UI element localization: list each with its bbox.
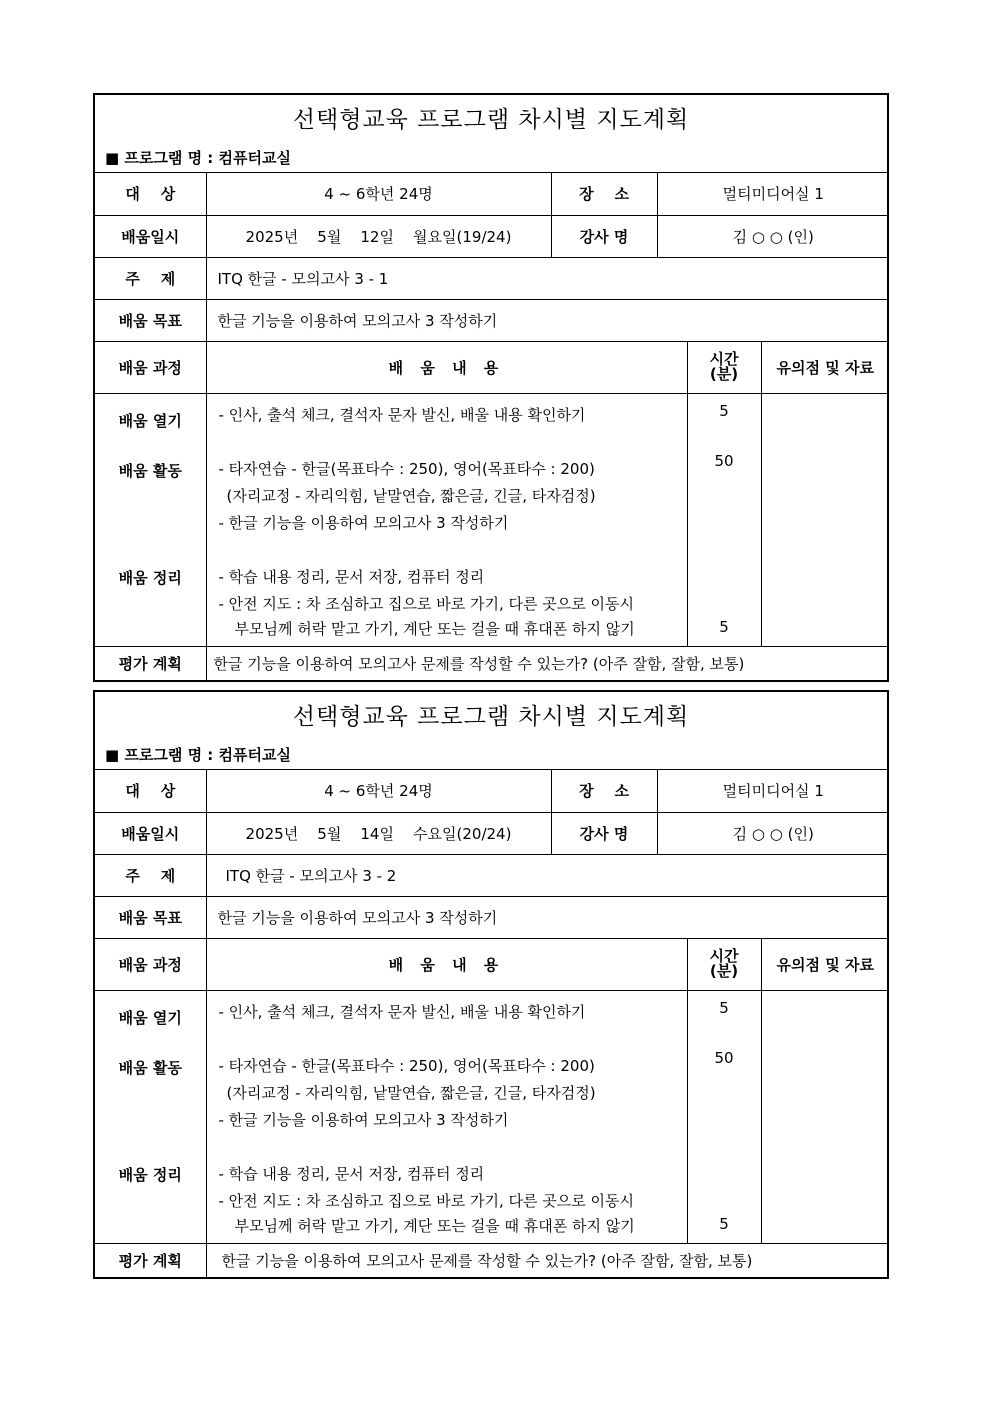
content-line: - 타자연습 - 한글(목표타수 : 250), 영어(목표타수 : 200) [218,459,595,478]
content-line: 부모님께 허락 맡고 가기, 계단 또는 걸을 때 휴대폰 하지 않기 [234,619,635,638]
stage-close: 배움 정리 [118,568,182,587]
program-name: ■ 프로그램 명 : 컴퓨터교실 [105,149,291,167]
time-header-line2: (분) [709,962,739,980]
stage-open: 배움 열기 [118,1008,182,1027]
lesson-plan-2 [93,690,889,1279]
content-line: 부모님께 허락 맡고 가기, 계단 또는 걸을 때 휴대폰 하지 않기 [234,1216,635,1235]
plan-table [95,173,889,680]
time-header [687,341,761,393]
program-name: ■ 프로그램 명 : 컴퓨터교실 [105,746,291,764]
time-close: 5 [719,617,729,636]
teacher-value: 김 ○ ○ (인) [657,812,889,854]
time-activity: 50 [714,1048,734,1067]
stage-close: 배움 정리 [118,1165,182,1184]
stage-activity: 배움 활동 [118,1058,182,1077]
time-header-line1: 시간 [709,947,739,965]
date-label: 배움일시 [95,215,206,257]
topic-value: ITQ 한글 - 모의고사 3 - 1 [206,257,889,299]
teacher-label: 강사 명 [551,215,657,257]
target-label: 대 상 [95,173,206,215]
content-line: - 인사, 출석 체크, 결석자 문자 발신, 배울 내용 확인하기 [218,1002,586,1021]
goal-label: 배움 목표 [95,896,206,938]
place-label: 장 소 [551,173,657,215]
plan-header [95,95,887,173]
content-line: (자리교정 - 자리익힘, 낱말연습, 짧은글, 긴글, 타자검정) [226,486,596,505]
stage-cell [95,990,206,1243]
notes-cell [761,393,889,646]
target-value: 4 ~ 6학년 24명 [206,770,551,812]
content-line: - 안전 지도 : 차 조심하고 집으로 바로 가기, 다른 곳으로 이동시 [218,1191,634,1210]
target-label: 대 상 [95,770,206,812]
time-open: 5 [719,401,729,420]
content-cell [206,990,687,1243]
time-header-line2: (분) [709,365,739,383]
notes-header: 유의점 및 자료 [761,938,889,990]
place-value: 멀티미디어실 1 [657,770,889,812]
process-header: 배움 과정 [95,341,206,393]
time-header-line1: 시간 [709,350,739,368]
place-label: 장 소 [551,770,657,812]
content-line: - 인사, 출석 체크, 결석자 문자 발신, 배울 내용 확인하기 [218,405,586,424]
notes-header: 유의점 및 자료 [761,341,889,393]
content-line: (자리교정 - 자리익힘, 낱말연습, 짧은글, 긴글, 타자검정) [226,1083,596,1102]
date-label: 배움일시 [95,812,206,854]
content-line: - 학습 내용 정리, 문서 저장, 컴퓨터 정리 [218,567,485,586]
plan-table [95,770,889,1277]
time-cell [687,393,761,646]
content-line: - 학습 내용 정리, 문서 저장, 컴퓨터 정리 [218,1164,485,1183]
goal-value: 한글 기능을 이용하여 모의고사 3 작성하기 [206,896,889,938]
content-line: - 안전 지도 : 차 조심하고 집으로 바로 가기, 다른 곳으로 이동시 [218,594,634,613]
content-header: 배 움 내 용 [206,341,687,393]
teacher-label: 강사 명 [551,812,657,854]
eval-label: 평가 계획 [95,1243,206,1277]
topic-label: 주 제 [95,854,206,896]
time-cell [687,990,761,1243]
goal-value: 한글 기능을 이용하여 모의고사 3 작성하기 [206,299,889,341]
stage-open: 배움 열기 [118,411,182,430]
teacher-value: 김 ○ ○ (인) [657,215,889,257]
stage-cell [95,393,206,646]
content-line: - 타자연습 - 한글(목표타수 : 250), 영어(목표타수 : 200) [218,1056,595,1075]
topic-value: ITQ 한글 - 모의고사 3 - 2 [206,854,889,896]
lesson-plan-1 [93,93,889,682]
content-header: 배 움 내 용 [206,938,687,990]
date-value: 2025년 5월 12일 월요일(19/24) [206,215,551,257]
place-value: 멀티미디어실 1 [657,173,889,215]
content-cell [206,393,687,646]
notes-cell [761,990,889,1243]
eval-value: 한글 기능을 이용하여 모의고사 문제를 작성할 수 있는가? (아주 잘함, 잘함, 보통) [206,646,889,680]
target-value: 4 ~ 6학년 24명 [206,173,551,215]
goal-label: 배움 목표 [95,299,206,341]
topic-label: 주 제 [95,257,206,299]
plan-title: 선택형교육 프로그램 차시별 지도계획 [292,107,690,133]
time-activity: 50 [714,451,734,470]
content-line: - 한글 기능을 이용하여 모의고사 3 작성하기 [218,513,509,532]
plan-title: 선택형교육 프로그램 차시별 지도계획 [292,704,690,730]
date-value: 2025년 5월 14일 수요일(20/24) [206,812,551,854]
time-open: 5 [719,998,729,1017]
stage-activity: 배움 활동 [118,461,182,480]
eval-value: 한글 기능을 이용하여 모의고사 문제를 작성할 수 있는가? (아주 잘함, 잘함, 보통) [206,1243,889,1277]
plan-header [95,692,887,770]
time-header [687,938,761,990]
process-header: 배움 과정 [95,938,206,990]
time-close: 5 [719,1214,729,1233]
eval-label: 평가 계획 [95,646,206,680]
content-line: - 한글 기능을 이용하여 모의고사 3 작성하기 [218,1110,509,1129]
